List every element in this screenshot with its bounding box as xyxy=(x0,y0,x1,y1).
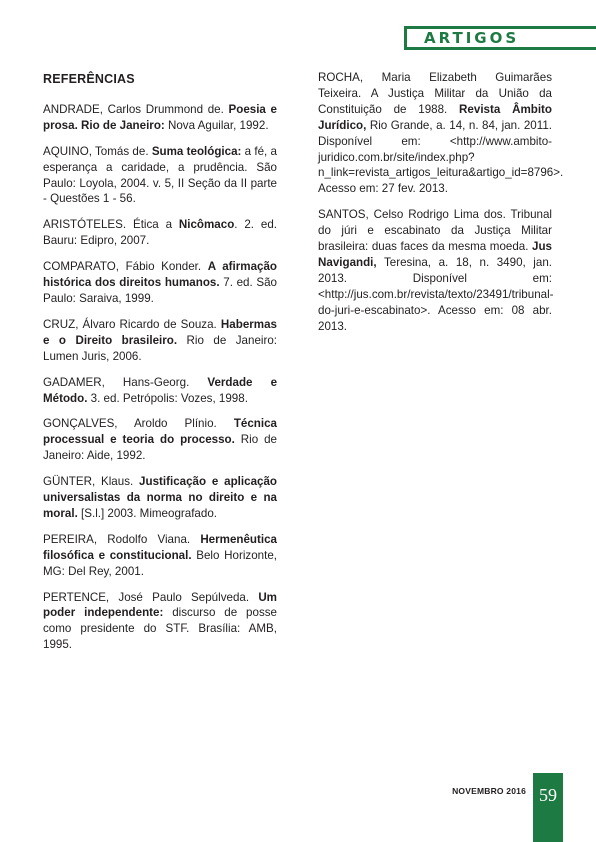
reference-text: a fé, a esperança a caridade, a prudência. São Paulo: Loyola, 2004. v. 5, II Seção da II parte - Questões 1 - 56. xyxy=(43,144,277,206)
reference-title: Técnica processual e teoria do processo. xyxy=(43,417,277,447)
reference-text: 3. ed. Petrópolis: Vozes, 1998. xyxy=(87,391,248,405)
reference-entry xyxy=(43,416,277,464)
reference-text: Belo Horizonte, MG: Del Rey, 2001. xyxy=(43,548,277,578)
reference-entry xyxy=(43,590,277,654)
reference-text: ANDRADE, Carlos Drummond de. xyxy=(43,102,229,116)
right-reference-list xyxy=(318,70,564,335)
reference-title: Nicômaco xyxy=(178,218,235,232)
reference-text: Rio de Janeiro: Lumen Juris, 2006. xyxy=(43,333,277,363)
reference-title: Justificação e aplicação universalistas da norma no direito e na moral. xyxy=(43,475,277,520)
right-column xyxy=(318,70,564,345)
reference-text: PEREIRA, Rodolfo Viana. xyxy=(43,532,201,546)
reference-text: GADAMER, Hans-Georg. xyxy=(43,375,208,389)
section-tab xyxy=(404,26,596,50)
section-title: ARTIGOS xyxy=(424,29,520,47)
reference-title: Poesia e prosa. Rio de Janeiro: xyxy=(43,102,277,132)
reference-entry xyxy=(43,532,277,580)
reference-text: GONÇALVES, Aroldo Plínio. xyxy=(43,417,234,431)
reference-entry xyxy=(43,102,277,134)
reference-title: Suma teológica: xyxy=(151,144,242,158)
references-heading: REFERÊNCIAS xyxy=(43,72,135,86)
reference-title: Verdade e Método. xyxy=(43,375,278,405)
reference-title: Um poder independente: xyxy=(43,590,277,620)
reference-entry xyxy=(43,217,277,249)
reference-title: Revista Âmbito Jurídico, xyxy=(318,102,552,132)
reference-text: SANTOS, Celso Rodrigo Lima dos. Tribunal do júri e escabinato da Justiça Militar brasileira: duas faces da mesma moeda. xyxy=(318,208,552,254)
reference-text: . 2. ed. Bauru: Edipro, 2007. xyxy=(43,218,277,248)
footer-month: NOVEMBRO 2016 xyxy=(452,786,526,796)
reference-text: Teresina, a. 18, n. 3490, jan. 2013. Disponível em: <http://jus.com.br/revista/texto/23491/tribunal-do-juri-e-escabinato>. Acesso em: 08 abr. 2013. xyxy=(318,255,554,333)
reference-entry xyxy=(43,375,277,407)
reference-entry xyxy=(318,70,564,197)
reference-entry xyxy=(318,207,552,334)
reference-entry xyxy=(43,317,277,365)
reference-text: AQUINO, Tomás de. xyxy=(43,144,152,158)
reference-title: Habermas e o Direito brasileiro. xyxy=(43,317,277,347)
reference-text: GÜNTER, Klaus. xyxy=(43,475,140,489)
reference-title: A afirmação histórica dos direitos humanos. xyxy=(43,260,277,290)
reference-text: [S.l.] 2003. Mimeografado. xyxy=(77,506,217,520)
reference-text: PERTENCE, José Paulo Sepúlveda. xyxy=(43,590,259,604)
reference-text: COMPARATO, Fábio Konder. xyxy=(43,260,208,274)
reference-title: Hermenêutica filosófica e constitucional. xyxy=(43,532,277,562)
page-number-box xyxy=(533,773,563,842)
reference-text: 7. ed. São Paulo: Saraiva, 1999. xyxy=(43,276,277,305)
reference-entry xyxy=(43,144,277,208)
reference-text: CRUZ, Álvaro Ricardo de Souza. xyxy=(43,317,221,331)
reference-entry xyxy=(43,259,277,307)
reference-text: discurso de posse como presidente do STF. Brasília: AMB, 1995. xyxy=(43,606,277,652)
reference-entry xyxy=(43,474,277,522)
reference-title: Jus Navigandi, xyxy=(318,240,552,269)
reference-text: ARISTÓTELES. Ética a xyxy=(43,218,179,232)
page-number: 59 xyxy=(539,785,557,805)
reference-text: Rio Grande, a. 14, n. 84, jan. 2011. Disponível em: <http://www.ambito-juridico.com.br/site/index.php?n_link=revista_artigos_leitura&artigo_id=8796>. Acesso em: 27 fev. 2013. xyxy=(318,118,564,196)
left-reference-list xyxy=(43,102,277,653)
reference-text: ROCHA, Maria Elizabeth Guimarães Teixeira. A Justiça Militar da União da Constituição de 1988. xyxy=(318,71,552,116)
reference-text: Rio de Janeiro: Aide, 1992. xyxy=(43,433,277,463)
left-column xyxy=(43,68,277,663)
reference-text: Nova Aguilar, 1992. xyxy=(164,118,269,132)
